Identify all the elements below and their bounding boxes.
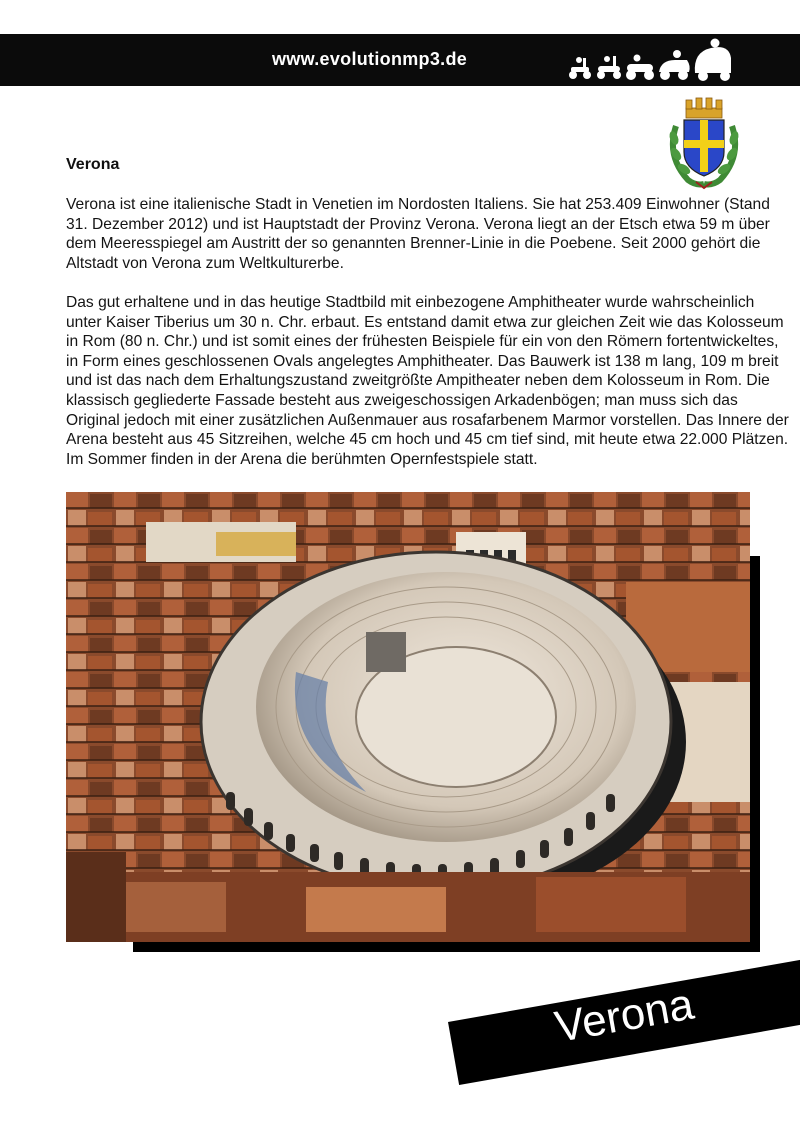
scooter-icon-4: [659, 50, 690, 80]
document-title: Verona: [66, 156, 120, 173]
scooter-icon-5: [695, 39, 731, 82]
header-bar: [0, 34, 800, 86]
paragraph-amphitheater: Das gut erhaltene und in das heutige Stadtbild mit einbezogene Amphitheater wurde wahrscheinlich unter Kaiser Tiberius um 30 n. Chr. erbaut. Es entstand damit etwa zur gleichen Zeit wie das Kolosseum in Rom (80 n. Chr.) und ist somit eines der frühesten Beispiele für ein von den Römern fortentwickeltes, in Form eines geschlossenen Ovals angelegtes Amphitheater. Das Bauwerk ist 138 m lang, 109 m breit und ist das nach dem Erhaltungszustand zweitgrößte Ampitheater neben dem Kolosseum in Rom. Die klassisch gegliederte Fassade besteht aus zweigeschossigen Arkadenbögen; man muss sich das Original jedoch mit einer zusätzlichen Außenmauer aus rosafarbenem Marmor vorstellen. Das Innere der Arena besteht aus 45 Sitzreihen, welche 45 cm hoch und 45 cm tief sind, mit heute etwa 22.000 Plätzen. Im Sommer finden in der Arena die berühmten Opernfestspiele statt.: [66, 294, 789, 468]
arena-photo: [66, 492, 750, 942]
ribbon-label: Verona: [551, 979, 698, 1053]
site-url[interactable]: www.evolutionmp3.de: [272, 49, 468, 69]
scooter-icon-3: [626, 55, 654, 81]
verona-coat-of-arms-icon: [666, 96, 742, 190]
paragraph-intro: Verona ist eine italienische Stadt in Venetien im Nordosten Italiens. Sie hat 253.409 Einwohner (Stand 31. Dezember 2012) und ist Hauptstadt der Provinz Verona. Verona liegt an der Etsch etwa 59 m über dem Meeresspiegel am Austritt der so genannten Brenner-Linie in die Poebene. Seit 2000 gehört die Altstadt von Verona zum Weltkulturerbe.: [66, 196, 770, 272]
scooter-icon-2: [597, 56, 621, 79]
arena-di-verona-aerial-photo: [66, 492, 750, 942]
scooter-icons: [565, 38, 735, 82]
scooter-icon-1: [569, 57, 591, 79]
